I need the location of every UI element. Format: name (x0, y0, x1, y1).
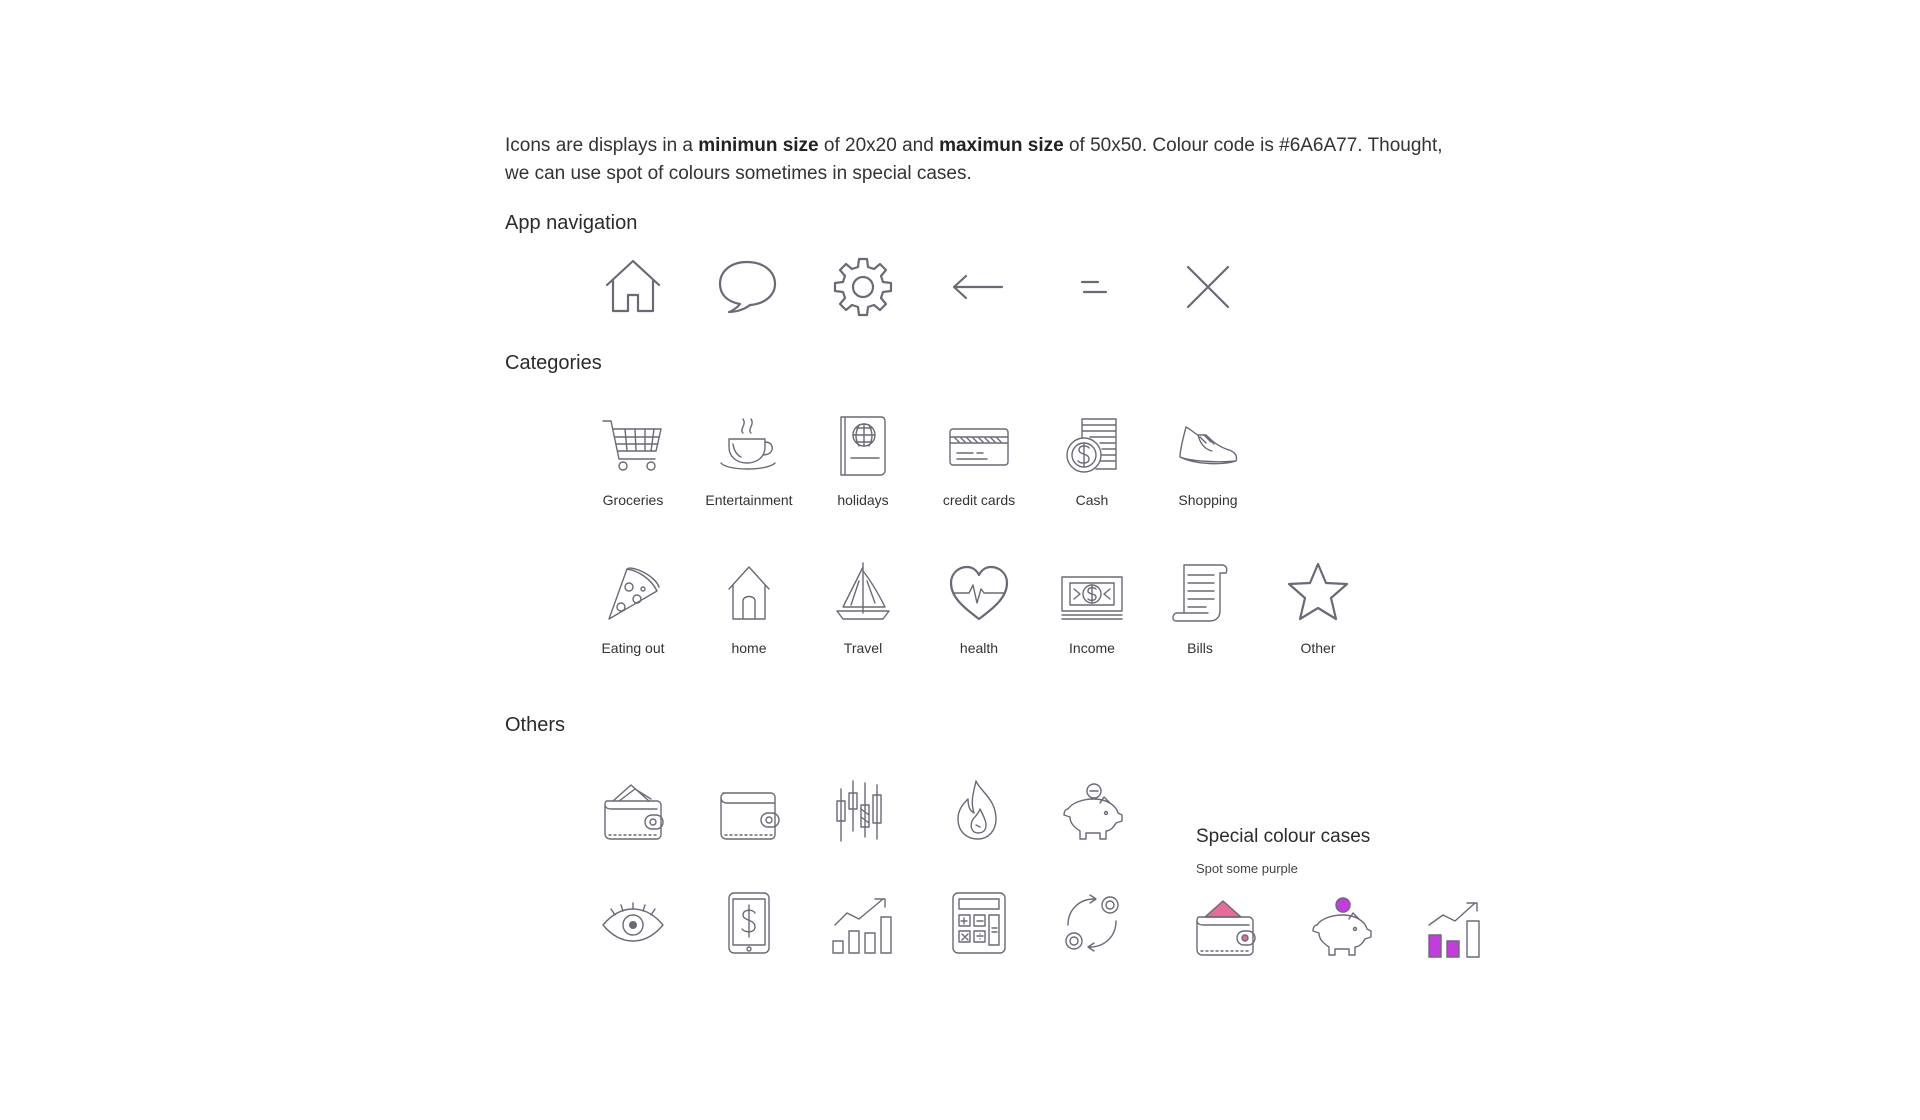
category-label-travel: Travel (843, 640, 883, 656)
credit-card-icon[interactable] (943, 413, 1015, 477)
passport-icon[interactable] (827, 413, 899, 477)
star-icon[interactable] (1282, 561, 1354, 625)
gear-icon[interactable] (827, 255, 899, 319)
flame-icon[interactable] (942, 779, 1014, 843)
heart-pulse-icon[interactable] (943, 561, 1015, 625)
section-title-app-navigation: App navigation (505, 212, 638, 234)
shopping-cart-icon[interactable] (597, 413, 669, 477)
exchange-icon[interactable] (1056, 891, 1128, 955)
coins-icon[interactable] (1056, 413, 1128, 477)
eye-icon[interactable] (597, 891, 669, 955)
special-colour-cases-title: Special colour cases (1196, 826, 1371, 847)
calculator-icon[interactable] (943, 891, 1015, 955)
category-label-shopping: Shopping (1178, 492, 1238, 508)
pizza-slice-icon[interactable] (597, 561, 669, 625)
banknote-icon[interactable] (1056, 561, 1128, 625)
chat-bubble-icon[interactable] (711, 255, 783, 319)
sailboat-icon[interactable] (827, 561, 899, 625)
category-label-bills: Bills (1187, 640, 1213, 656)
intro-text: Icons are displays in a minimun size of 20x20 and maximun size of 50x50. Colour code is #6A6A77. Thought, we can use spot of colours sometimes in special cases. (505, 135, 1443, 184)
section-title-others: Others (505, 714, 566, 736)
category-label-groceries: Groceries (602, 492, 664, 508)
growth-chart-purple-icon[interactable] (1419, 895, 1491, 959)
category-label-cash: Cash (1075, 492, 1109, 508)
category-label-home: home (731, 640, 767, 656)
category-label-income: Income (1069, 640, 1115, 656)
special-colour-cases-subtitle: Spot some purple (1196, 861, 1298, 876)
piggy-bank-icon[interactable] (1056, 779, 1128, 843)
category-label-credit-cards: credit cards (942, 492, 1016, 508)
arrow-left-icon[interactable] (942, 255, 1014, 319)
candlestick-chart-icon[interactable] (827, 779, 899, 843)
wallet-icon[interactable] (713, 779, 785, 843)
category-label-other: Other (1300, 640, 1336, 656)
mobile-dollar-icon[interactable] (713, 891, 785, 955)
wallet-purple-icon[interactable] (1189, 895, 1261, 959)
growth-chart-icon[interactable] (827, 891, 899, 955)
scroll-icon[interactable] (1164, 561, 1236, 625)
menu-icon[interactable] (1056, 255, 1128, 319)
category-label-entertainment: Entertainment (705, 492, 793, 508)
category-label-holidays: holidays (837, 492, 889, 508)
piggy-bank-purple-icon[interactable] (1305, 895, 1377, 959)
close-icon[interactable] (1172, 255, 1244, 319)
coffee-cup-icon[interactable] (713, 413, 785, 477)
category-label-health: health (959, 640, 999, 656)
section-title-categories: Categories (505, 352, 602, 374)
category-label-eating-out: Eating out (601, 640, 665, 656)
home-icon[interactable] (597, 255, 669, 319)
sneaker-icon[interactable] (1172, 413, 1244, 477)
house-icon[interactable] (713, 561, 785, 625)
wallet-cards-icon[interactable] (597, 779, 669, 843)
